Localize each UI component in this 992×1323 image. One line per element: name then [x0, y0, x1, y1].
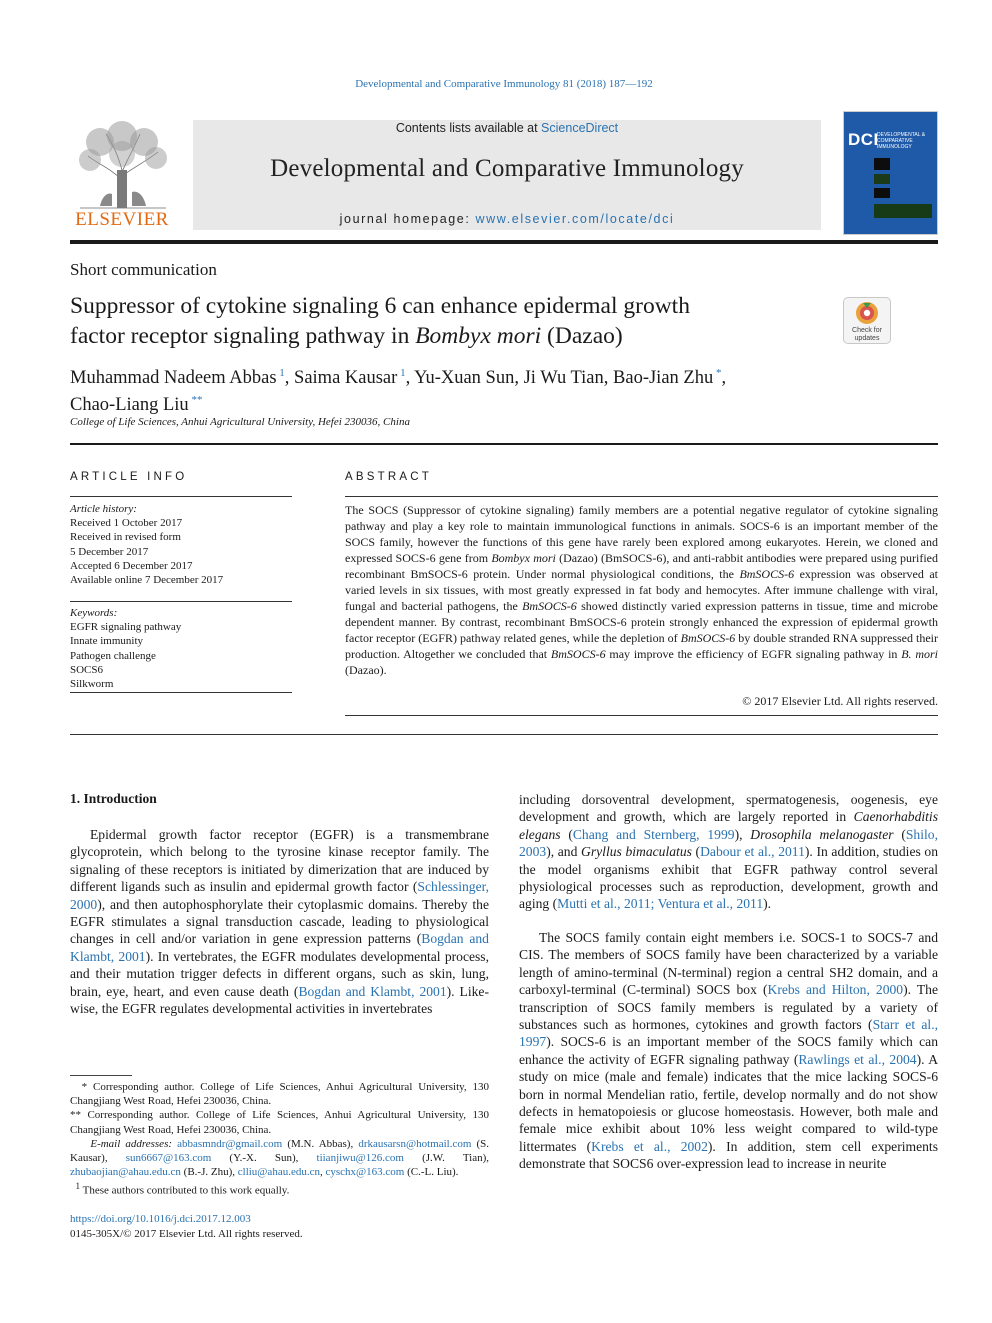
keyword-item: Innate immunity	[70, 635, 144, 648]
intro-paragraph-1: Epidermal growth factor receptor (EGFR) is a transmembrane glycoprotein, which belong to the tyrosine kinase receptor family. The signaling of these receptors is initiated by dimerization that are induced by different ligands such as insulin and epidermal growth factor (Schlessinger, 2000), and then autophosphorylate their cytoplasmic domains. Thereby the EGFR stimulates a signal transduction cascade, leading to physiological changes in cell and/or variation in gene expression patterns (Bogdan and Klambt, 2001). In vertebrates, the EGFR modulates developmental process, and their mutation trigger defects in different organs, such as skin, lung, brain, eye, heart, and even cause death (Bogdan and Klambt, 2001). Like-wise, the EGFR regulates developmental activities in invertebrates	[70, 827, 489, 1017]
abstract-heading: ABSTRACT	[345, 471, 432, 483]
history-item: Accepted 6 December 2017	[70, 559, 193, 572]
author-name[interactable]: Chao-Liang Liu	[70, 395, 189, 416]
author-footnote-mark[interactable]: *	[713, 367, 722, 379]
citation-link[interactable]: Chang and Sternberg, 1999	[572, 826, 735, 842]
abstract-copyright: © 2017 Elsevier Ltd. All rights reserved.	[742, 694, 938, 708]
history-item: Available online 7 December 2017	[70, 574, 224, 587]
email-link[interactable]: sun6667@163.com	[125, 1152, 212, 1165]
citation-link[interactable]: Bogdan and Klambt, 2001	[70, 931, 489, 964]
history-item: Received in revised form	[70, 531, 181, 544]
header-rule	[70, 240, 938, 244]
cover-figure	[874, 158, 890, 170]
elsevier-wordmark: ELSEVIER	[75, 209, 169, 230]
article-info-rule	[70, 496, 292, 497]
citation-link[interactable]: Krebs et al., 2002	[591, 1138, 708, 1154]
author-separator: ,	[721, 368, 727, 389]
author-footnote-mark[interactable]: **	[188, 394, 203, 407]
contents-prefix: Contents lists available at	[395, 121, 542, 135]
doi-link[interactable]: https://doi.org/10.1016/j.dci.2017.12.003	[70, 1213, 251, 1225]
abstract-text: The SOCS (Suppressor of cytokine signaling) family members are a potential negative regulator of cytokine signaling pathway and play a key role to maintain immunological functions in animals. SOCS-6 is an important member of the SOCS family, however the functions of this gene have rarely been explored among eukaryotes. Herein, we cloned and expressed SOCS-6 gene from Bombyx mori (Dazao) (BmSOCS-6), and anti-rabbit antibodies were prepared using purified recombinant BmSOCS-6 protein. Under normal physiological conditions, the BmSOCS-6 expression was observed at varied levels in six tissues, with most greatly expressed in fat body and hemocytes. After immune challenge with viral, fungal and bacterial pathogens, the BmSOCS-6 showed distinctly varied expression patterns in tissue, time and microbe dependent manner. By contrast, recombinant BmSOCS-6 protein strongly enhanced the expression of epidermal growth factor receptor (EGFR) pathway related genes, while the depletion of BmSOCS-6 by double stranded RNA suppressed their production. Altogether we concluded that BmSOCS-6 may improve the efficiency of EGFR signaling pathway in B. mori (Dazao).	[345, 503, 939, 677]
keyword-item: EGFR signaling pathway	[70, 621, 182, 634]
email-owner: (M.N. Abbas),	[282, 1137, 359, 1150]
author-name[interactable]: Muhammad Nadeem Abbas	[70, 368, 277, 389]
author-footnote-mark[interactable]: 1	[276, 367, 285, 379]
email-owner: (Y.-X. Sun),	[211, 1152, 317, 1165]
title-line-1: Suppressor of cytokine signaling 6 can enhance epidermal growth	[70, 293, 690, 319]
author-separator: ,	[514, 368, 524, 389]
author-name[interactable]: Ji Wu Tian	[523, 368, 604, 389]
citation-link[interactable]: Schlessinger, 2000	[70, 879, 489, 912]
email-link[interactable]: drkausarsn@hotmail.com	[358, 1137, 472, 1150]
email-owner: (C.-L. Liu).	[404, 1166, 459, 1179]
author-separator: ,	[603, 368, 614, 389]
citation-link[interactable]: Krebs and Hilton, 2000	[767, 982, 904, 998]
citation-link[interactable]: Dabour et al., 2011	[700, 844, 805, 860]
article-type: Short communication	[70, 260, 217, 279]
affiliation: College of Life Sciences, Anhui Agricultural University, Hefei 230036, China	[70, 416, 410, 428]
author-name[interactable]: Saima Kausar	[294, 368, 398, 389]
article-history	[70, 502, 292, 587]
footnote-emails: E-mail addresses: abbasmndr@gmail.com (M.N. Abbas), drkausarsn@hotmail.com (S. Kausar), sun6667@163.com (Y.-X. Sun), tiianjiwu@126.com (J.W. Tian), zhubaojian@ahau.edu.cn (B.-J. Zhu), clliu@ahau.edu.cn, cyschx@163.com (C.-L. Liu).	[70, 1137, 490, 1179]
cover-subtitle: DEVELOPMENTAL & COMPARATIVE IMMUNOLOGY	[877, 132, 926, 150]
email-link[interactable]: zhubaojian@ahau.edu.cn	[70, 1166, 181, 1179]
email-link[interactable]: abbasmndr@gmail.com	[177, 1137, 283, 1150]
author-name[interactable]: Bao-Jian Zhu	[613, 368, 714, 389]
citation-link[interactable]: Rawlings et al., 2004	[798, 1051, 917, 1067]
title-line-2-end: (Dazao)	[541, 323, 623, 349]
badge-label: Check for updates	[852, 327, 882, 342]
author-footnote-mark[interactable]: 1	[397, 367, 406, 379]
issn-rights: 0145-305X/© 2017 Elsevier Ltd. All rights reserved.	[70, 1228, 303, 1240]
abstract-end-rule	[345, 715, 938, 716]
citation-link[interactable]: Shilo, 2003	[519, 826, 938, 860]
journal-reference-link[interactable]: Developmental and Comparative Immunology 81 (2018) 187—192	[355, 78, 653, 90]
section-heading-introduction: 1. Introduction	[70, 791, 157, 806]
footnote-rule	[70, 1075, 132, 1076]
history-label: Article history:	[70, 503, 137, 515]
contents-line	[193, 121, 821, 135]
keyword-item: Silkworm	[70, 678, 114, 691]
citation-link[interactable]: Starr et al., 1997	[519, 1017, 939, 1050]
author-list	[70, 362, 860, 416]
history-item: 5 December 2017	[70, 545, 149, 558]
intro-paragraph-1-continued: including dorsoventral development, spermatogenesis, oogenesis, eye development and growth, which are largely reported in Caenorhabditis elegans (Chang and Sternberg, 1999), Drosophila melanogaster (Shilo, 2003), and Gryllus bimaculatus (Dabour et al., 2011). In addition, studies on the model organisms exhibit that EGFR pathway control several physiological processes such as reproduction, development, growth and aging (Mutti et al., 2011; Ventura et al., 2011).	[519, 792, 938, 912]
check-for-updates-button[interactable]	[843, 297, 891, 344]
intro-paragraph-2: The SOCS family contain eight members i.e. SOCS-1 to SOCS-7 and CIS. The members of SOCS family have been characterized by a variable length of amino-terminal (N-terminal) region a central SH2 domain, and a carboxyl-terminal (C-terminal) SOCS box (Krebs and Hilton, 2000). The transcription of SOCS family members is regulated by a variety of substances such as hormones, cytokines and growth factors (Starr et al., 1997). SOCS-6 is an important member of the SOCS family which can enhance the activity of EGFR signaling pathway (Rawlings et al., 2004). A study on mice (male and female) indicates that the mice lacking SOCS-6 born in normal Mendelian ratio, fertile, develop normally and do not show defects in hematopoiesis or glucose homeostasis. However, both male and female mice exhibit about 10% less weight compared to wild-type littermates (Krebs et al., 2002). In addition, stem cell experiments demonstrate that SOCS6 over-expression lead to increase in neurite	[519, 930, 939, 1172]
keywords	[70, 606, 292, 691]
footnote-equal-contribution: $^1$ These authors contributed to this work equally.	[75, 1181, 290, 1198]
footnote-corresponding-2: ** Corresponding author. College of Life Sciences, Anhui Agricultural University, 130 Changjiang West Road, Hefei 230036, China.	[70, 1109, 489, 1136]
keywords-rule	[70, 601, 292, 602]
homepage-link[interactable]: www.elsevier.com/locate/dci	[475, 212, 675, 226]
keyword-item: SOCS6	[70, 663, 104, 676]
frontmatter-rule	[70, 443, 938, 445]
abstract-rule	[345, 496, 938, 497]
citation-link[interactable]: Mutti et al., 2011; Ventura et al., 2011	[557, 896, 764, 912]
author-separator: ,	[405, 368, 415, 389]
email-link[interactable]: cyschx@163.com	[325, 1166, 405, 1179]
cover-figure	[874, 204, 932, 218]
journal-title: Developmental and Comparative Immunology	[270, 155, 744, 182]
author-name[interactable]: Yu-Xuan Sun	[414, 368, 515, 389]
doi-block	[70, 1212, 303, 1242]
cover-abbrev: DCI	[848, 130, 879, 149]
email-owner: (J.W. Tian),	[403, 1152, 489, 1165]
article-info-heading: ARTICLE INFO	[70, 471, 188, 483]
title-species: Bombyx mori	[415, 323, 542, 349]
history-item: Received 1 October 2017	[70, 517, 183, 530]
email-owner: (B.-J. Zhu),	[180, 1166, 238, 1179]
journal-homepage	[193, 212, 821, 226]
keyword-item: Pathogen challenge	[70, 649, 156, 662]
update-badge-icon	[844, 298, 890, 328]
journal-cover-image[interactable]	[843, 111, 938, 235]
keywords-label: Keywords:	[70, 607, 118, 619]
email-link[interactable]: clliu@ahau.edu.cn	[237, 1166, 320, 1179]
cover-figure	[874, 188, 890, 198]
footnotes	[70, 1080, 489, 1198]
sciencedirect-link[interactable]: ScienceDirect	[541, 121, 619, 135]
title-line-2: factor receptor signaling pathway in	[70, 323, 416, 349]
article-title	[70, 291, 810, 351]
cover-figure	[874, 174, 890, 184]
body-separator-rule	[70, 734, 938, 735]
keywords-end-rule	[70, 692, 292, 693]
author-separator: ,	[284, 368, 295, 389]
email-owner: ,	[319, 1166, 326, 1179]
citation-link[interactable]: Bogdan and Klambt, 2001	[298, 983, 447, 999]
footnote-corresponding-1: * Corresponding author. College of Life Sciences, Anhui Agricultural University, 130 Changjiang West Road, Hefei 230036, China.	[70, 1081, 490, 1108]
email-owner: (S. Kausar),	[70, 1137, 490, 1165]
homepage-prefix: journal homepage:	[339, 212, 476, 226]
email-link[interactable]: tiianjiwu@126.com	[316, 1152, 404, 1165]
